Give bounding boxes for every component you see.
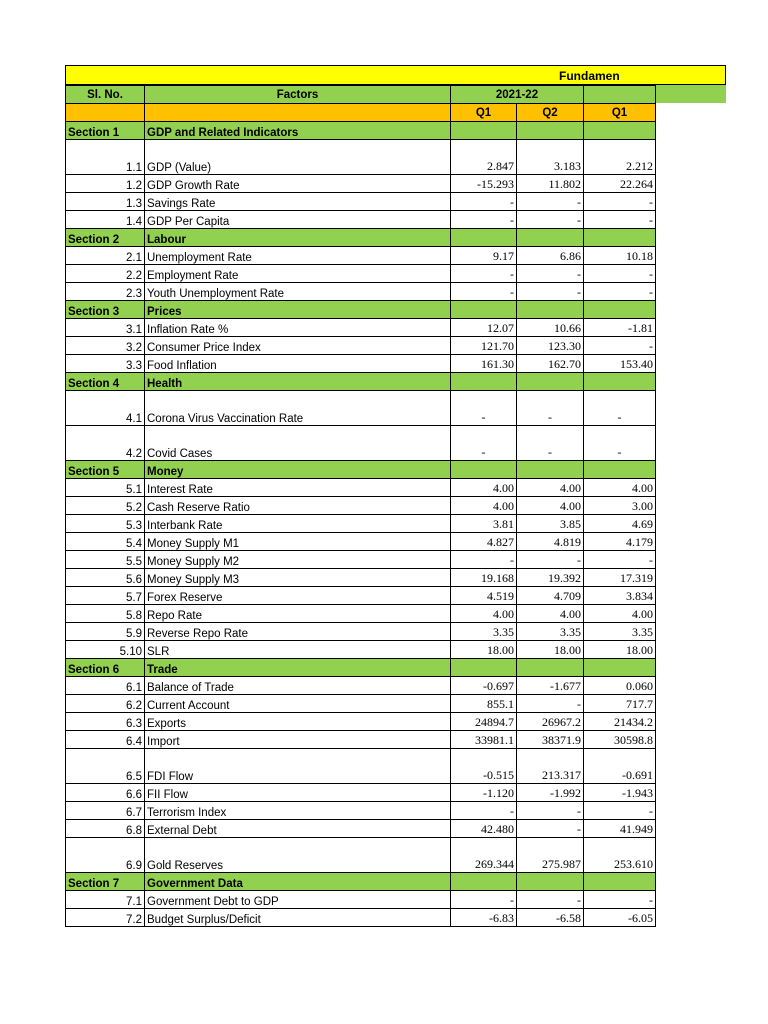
factor-label: Interbank Rate — [145, 515, 451, 533]
value-cell: 9.17 — [451, 247, 517, 265]
blank-cell — [451, 659, 517, 677]
value-cell: 6.86 — [517, 247, 584, 265]
section-row — [66, 373, 656, 391]
value-cell: 2.212 — [584, 140, 656, 175]
table-row — [66, 247, 656, 265]
value-cell: 213.317 — [517, 749, 584, 784]
blank-cell — [584, 373, 656, 391]
factor-label: Consumer Price Index — [145, 337, 451, 355]
row-number: 6.3 — [66, 713, 145, 731]
factor-label: Terrorism Index — [145, 802, 451, 820]
section-number: Section 3 — [66, 301, 145, 319]
section-number: Section 1 — [66, 122, 145, 140]
value-cell: - — [584, 891, 656, 909]
value-cell: - — [517, 265, 584, 283]
row-number: 3.1 — [66, 319, 145, 337]
value-cell: 162.70 — [517, 355, 584, 373]
value-cell: 17.319 — [584, 569, 656, 587]
value-cell: 10.66 — [517, 319, 584, 337]
row-number: 5.5 — [66, 551, 145, 569]
value-cell: 4.00 — [517, 497, 584, 515]
value-cell: 4.00 — [584, 605, 656, 623]
section-number: Section 7 — [66, 873, 145, 891]
table-row — [66, 193, 656, 211]
factor-label: GDP Per Capita — [145, 211, 451, 229]
indicators-table — [65, 85, 656, 927]
value-cell: - — [584, 337, 656, 355]
table-row — [66, 497, 656, 515]
factor-label: Youth Unemployment Rate — [145, 283, 451, 301]
table-row — [66, 140, 656, 175]
value-cell: 12.07 — [451, 319, 517, 337]
value-cell: 3.834 — [584, 587, 656, 605]
table-row — [66, 820, 656, 838]
table-row — [66, 515, 656, 533]
factor-label: Forex Reserve — [145, 587, 451, 605]
value-cell: - — [451, 211, 517, 229]
value-cell: - — [517, 211, 584, 229]
value-cell: 3.81 — [451, 515, 517, 533]
value-cell: 4.00 — [451, 605, 517, 623]
value-cell: -1.677 — [517, 677, 584, 695]
blank-cell — [451, 122, 517, 140]
factor-label: FII Flow — [145, 784, 451, 802]
section-number: Section 5 — [66, 461, 145, 479]
value-cell: - — [451, 551, 517, 569]
section-title: Health — [145, 373, 451, 391]
table-row — [66, 319, 656, 337]
value-cell: - — [451, 193, 517, 211]
value-cell: -6.58 — [517, 909, 584, 927]
table-row — [66, 175, 656, 193]
value-cell: 153.40 — [584, 355, 656, 373]
row-number: 6.4 — [66, 731, 145, 749]
factor-label: Employment Rate — [145, 265, 451, 283]
section-title: Trade — [145, 659, 451, 677]
value-cell: 123.30 — [517, 337, 584, 355]
blank-cell — [517, 873, 584, 891]
factor-label: Government Debt to GDP — [145, 891, 451, 909]
factor-label: GDP Growth Rate — [145, 175, 451, 193]
value-cell: - — [451, 426, 517, 461]
value-cell: 717.7 — [584, 695, 656, 713]
value-cell: 11.802 — [517, 175, 584, 193]
row-number: 5.4 — [66, 533, 145, 551]
value-cell: 41.949 — [584, 820, 656, 838]
section-row — [66, 301, 656, 319]
value-cell: 4.00 — [451, 497, 517, 515]
row-number: 1.1 — [66, 140, 145, 175]
value-cell: - — [517, 391, 584, 426]
factor-label: Corona Virus Vaccination Rate — [145, 391, 451, 426]
table-row — [66, 731, 656, 749]
factor-label: Gold Reserves — [145, 838, 451, 873]
row-number: 2.2 — [66, 265, 145, 283]
row-number: 6.8 — [66, 820, 145, 838]
value-cell: 4.519 — [451, 587, 517, 605]
value-cell: 22.264 — [584, 175, 656, 193]
value-cell: 4.00 — [517, 479, 584, 497]
value-cell: 4.827 — [451, 533, 517, 551]
value-cell: 121.70 — [451, 337, 517, 355]
table-row — [66, 605, 656, 623]
value-cell: -0.515 — [451, 749, 517, 784]
quarter-header: Q1 — [451, 104, 517, 122]
value-cell: 4.00 — [584, 479, 656, 497]
table-row — [66, 623, 656, 641]
row-number: 7.1 — [66, 891, 145, 909]
blank-cell — [584, 461, 656, 479]
section-number: Section 4 — [66, 373, 145, 391]
value-cell: 33981.1 — [451, 731, 517, 749]
table-row — [66, 355, 656, 373]
value-cell: -1.120 — [451, 784, 517, 802]
section-row — [66, 122, 656, 140]
row-number: 6.5 — [66, 749, 145, 784]
factor-label: Money Supply M3 — [145, 569, 451, 587]
blank-cell — [451, 301, 517, 319]
row-number: 5.1 — [66, 479, 145, 497]
value-cell: - — [517, 820, 584, 838]
factor-label: Savings Rate — [145, 193, 451, 211]
table-row — [66, 337, 656, 355]
blank-cell — [584, 659, 656, 677]
value-cell: 42.480 — [451, 820, 517, 838]
title-banner — [65, 65, 726, 85]
value-cell: -6.05 — [584, 909, 656, 927]
table-row — [66, 641, 656, 659]
section-row — [66, 461, 656, 479]
value-cell: - — [584, 551, 656, 569]
value-cell: 4.819 — [517, 533, 584, 551]
value-cell: - — [584, 426, 656, 461]
table-row — [66, 211, 656, 229]
row-number: 2.1 — [66, 247, 145, 265]
value-cell: - — [517, 193, 584, 211]
factor-label: External Debt — [145, 820, 451, 838]
table-row — [66, 533, 656, 551]
value-cell: - — [517, 283, 584, 301]
section-title: GDP and Related Indicators — [145, 122, 451, 140]
value-cell: 21434.2 — [584, 713, 656, 731]
table-row — [66, 587, 656, 605]
factor-label: Cash Reserve Ratio — [145, 497, 451, 515]
table-row — [66, 891, 656, 909]
value-cell: -1.943 — [584, 784, 656, 802]
value-cell: 4.00 — [517, 605, 584, 623]
value-cell: - — [451, 391, 517, 426]
value-cell: 38371.9 — [517, 731, 584, 749]
value-cell: 253.610 — [584, 838, 656, 873]
value-cell: 10.18 — [584, 247, 656, 265]
sheet-title: Fundamen — [559, 69, 620, 83]
table-row — [66, 802, 656, 820]
value-cell: 3.35 — [584, 623, 656, 641]
section-row — [66, 659, 656, 677]
row-number: 1.2 — [66, 175, 145, 193]
row-number: 6.9 — [66, 838, 145, 873]
factor-label: Balance of Trade — [145, 677, 451, 695]
quarter-header: Q1 — [584, 104, 656, 122]
value-cell: -6.83 — [451, 909, 517, 927]
value-cell: -0.697 — [451, 677, 517, 695]
value-cell: 161.30 — [451, 355, 517, 373]
table-row — [66, 479, 656, 497]
slno-header: Sl. No. — [66, 86, 145, 104]
value-cell: -1.992 — [517, 784, 584, 802]
blank-cell — [451, 461, 517, 479]
value-cell: 3.183 — [517, 140, 584, 175]
factor-label: Current Account — [145, 695, 451, 713]
blank-cell — [451, 229, 517, 247]
value-cell: - — [517, 695, 584, 713]
row-number: 7.2 — [66, 909, 145, 927]
row-number: 6.1 — [66, 677, 145, 695]
factor-label: Budget Surplus/Deficit — [145, 909, 451, 927]
factor-label: Reverse Repo Rate — [145, 623, 451, 641]
row-number: 5.9 — [66, 623, 145, 641]
blank-cell — [517, 659, 584, 677]
value-cell: 30598.8 — [584, 731, 656, 749]
value-cell: 19.168 — [451, 569, 517, 587]
blank-cell — [584, 122, 656, 140]
value-cell: - — [584, 283, 656, 301]
blank-cell — [517, 122, 584, 140]
row-number: 4.2 — [66, 426, 145, 461]
blank-cell — [584, 301, 656, 319]
table-row — [66, 909, 656, 927]
blank-cell — [517, 461, 584, 479]
value-cell: 4.709 — [517, 587, 584, 605]
year-header: 2021-22 — [451, 86, 584, 104]
value-cell: - — [451, 802, 517, 820]
value-cell: 4.69 — [584, 515, 656, 533]
blank-cell — [451, 373, 517, 391]
header-strip — [655, 85, 726, 103]
value-cell: 0.060 — [584, 677, 656, 695]
value-cell: - — [517, 802, 584, 820]
value-cell: -1.81 — [584, 319, 656, 337]
value-cell: - — [451, 891, 517, 909]
section-title: Money — [145, 461, 451, 479]
value-cell: - — [451, 265, 517, 283]
factors-header: Factors — [145, 86, 451, 104]
factor-label: Unemployment Rate — [145, 247, 451, 265]
factor-label: Import — [145, 731, 451, 749]
row-number: 5.10 — [66, 641, 145, 659]
table-row — [66, 569, 656, 587]
row-number: 5.6 — [66, 569, 145, 587]
table-row — [66, 391, 656, 426]
table-row — [66, 283, 656, 301]
section-title: Government Data — [145, 873, 451, 891]
factor-label: Exports — [145, 713, 451, 731]
blank-cell — [517, 373, 584, 391]
row-number: 1.3 — [66, 193, 145, 211]
value-cell: 269.344 — [451, 838, 517, 873]
value-cell: - — [584, 391, 656, 426]
value-cell: 2.847 — [451, 140, 517, 175]
factor-label: Interest Rate — [145, 479, 451, 497]
table-row — [66, 677, 656, 695]
value-cell: 24894.7 — [451, 713, 517, 731]
value-cell: -15.293 — [451, 175, 517, 193]
row-number: 4.1 — [66, 391, 145, 426]
factor-label: Repo Rate — [145, 605, 451, 623]
table-row — [66, 695, 656, 713]
value-cell: 3.00 — [584, 497, 656, 515]
row-number: 6.6 — [66, 784, 145, 802]
section-number: Section 6 — [66, 659, 145, 677]
value-cell: - — [584, 193, 656, 211]
year-header-next — [584, 86, 656, 104]
factor-label: Inflation Rate % — [145, 319, 451, 337]
value-cell: 26967.2 — [517, 713, 584, 731]
value-cell: - — [517, 891, 584, 909]
value-cell: -0.691 — [584, 749, 656, 784]
table-row — [66, 784, 656, 802]
factor-label: Money Supply M2 — [145, 551, 451, 569]
section-number: Section 2 — [66, 229, 145, 247]
table-row — [66, 713, 656, 731]
quarter-row — [66, 104, 656, 122]
row-number: 5.8 — [66, 605, 145, 623]
row-number: 1.4 — [66, 211, 145, 229]
blank-cell — [584, 229, 656, 247]
row-number: 3.2 — [66, 337, 145, 355]
value-cell: 3.35 — [451, 623, 517, 641]
table-row — [66, 838, 656, 873]
value-cell: 18.00 — [584, 641, 656, 659]
row-number: 2.3 — [66, 283, 145, 301]
value-cell: - — [584, 211, 656, 229]
value-cell: 18.00 — [451, 641, 517, 659]
value-cell: 3.35 — [517, 623, 584, 641]
value-cell: - — [517, 426, 584, 461]
row-number: 5.2 — [66, 497, 145, 515]
value-cell: 4.179 — [584, 533, 656, 551]
factor-label: Covid Cases — [145, 426, 451, 461]
section-title: Labour — [145, 229, 451, 247]
table-row — [66, 749, 656, 784]
blank-cell — [584, 873, 656, 891]
value-cell: - — [451, 283, 517, 301]
row-number: 6.2 — [66, 695, 145, 713]
value-cell: - — [584, 802, 656, 820]
factor-label: SLR — [145, 641, 451, 659]
value-cell: - — [584, 265, 656, 283]
quarter-header: Q2 — [517, 104, 584, 122]
blank-cell — [145, 104, 451, 122]
blank-cell — [517, 301, 584, 319]
blank-cell — [451, 873, 517, 891]
table-row — [66, 551, 656, 569]
header-row — [66, 86, 656, 104]
row-number: 3.3 — [66, 355, 145, 373]
value-cell: 855.1 — [451, 695, 517, 713]
value-cell: 19.392 — [517, 569, 584, 587]
table-row — [66, 265, 656, 283]
row-number: 6.7 — [66, 802, 145, 820]
factor-label: GDP (Value) — [145, 140, 451, 175]
table-row — [66, 426, 656, 461]
row-number: 5.7 — [66, 587, 145, 605]
section-row — [66, 873, 656, 891]
blank-cell — [517, 229, 584, 247]
section-row — [66, 229, 656, 247]
row-number: 5.3 — [66, 515, 145, 533]
factor-label: Money Supply M1 — [145, 533, 451, 551]
value-cell: - — [517, 551, 584, 569]
value-cell: 3.85 — [517, 515, 584, 533]
value-cell: 18.00 — [517, 641, 584, 659]
value-cell: 275.987 — [517, 838, 584, 873]
section-title: Prices — [145, 301, 451, 319]
blank-cell — [66, 104, 145, 122]
value-cell: 4.00 — [451, 479, 517, 497]
factor-label: FDI Flow — [145, 749, 451, 784]
factor-label: Food Inflation — [145, 355, 451, 373]
